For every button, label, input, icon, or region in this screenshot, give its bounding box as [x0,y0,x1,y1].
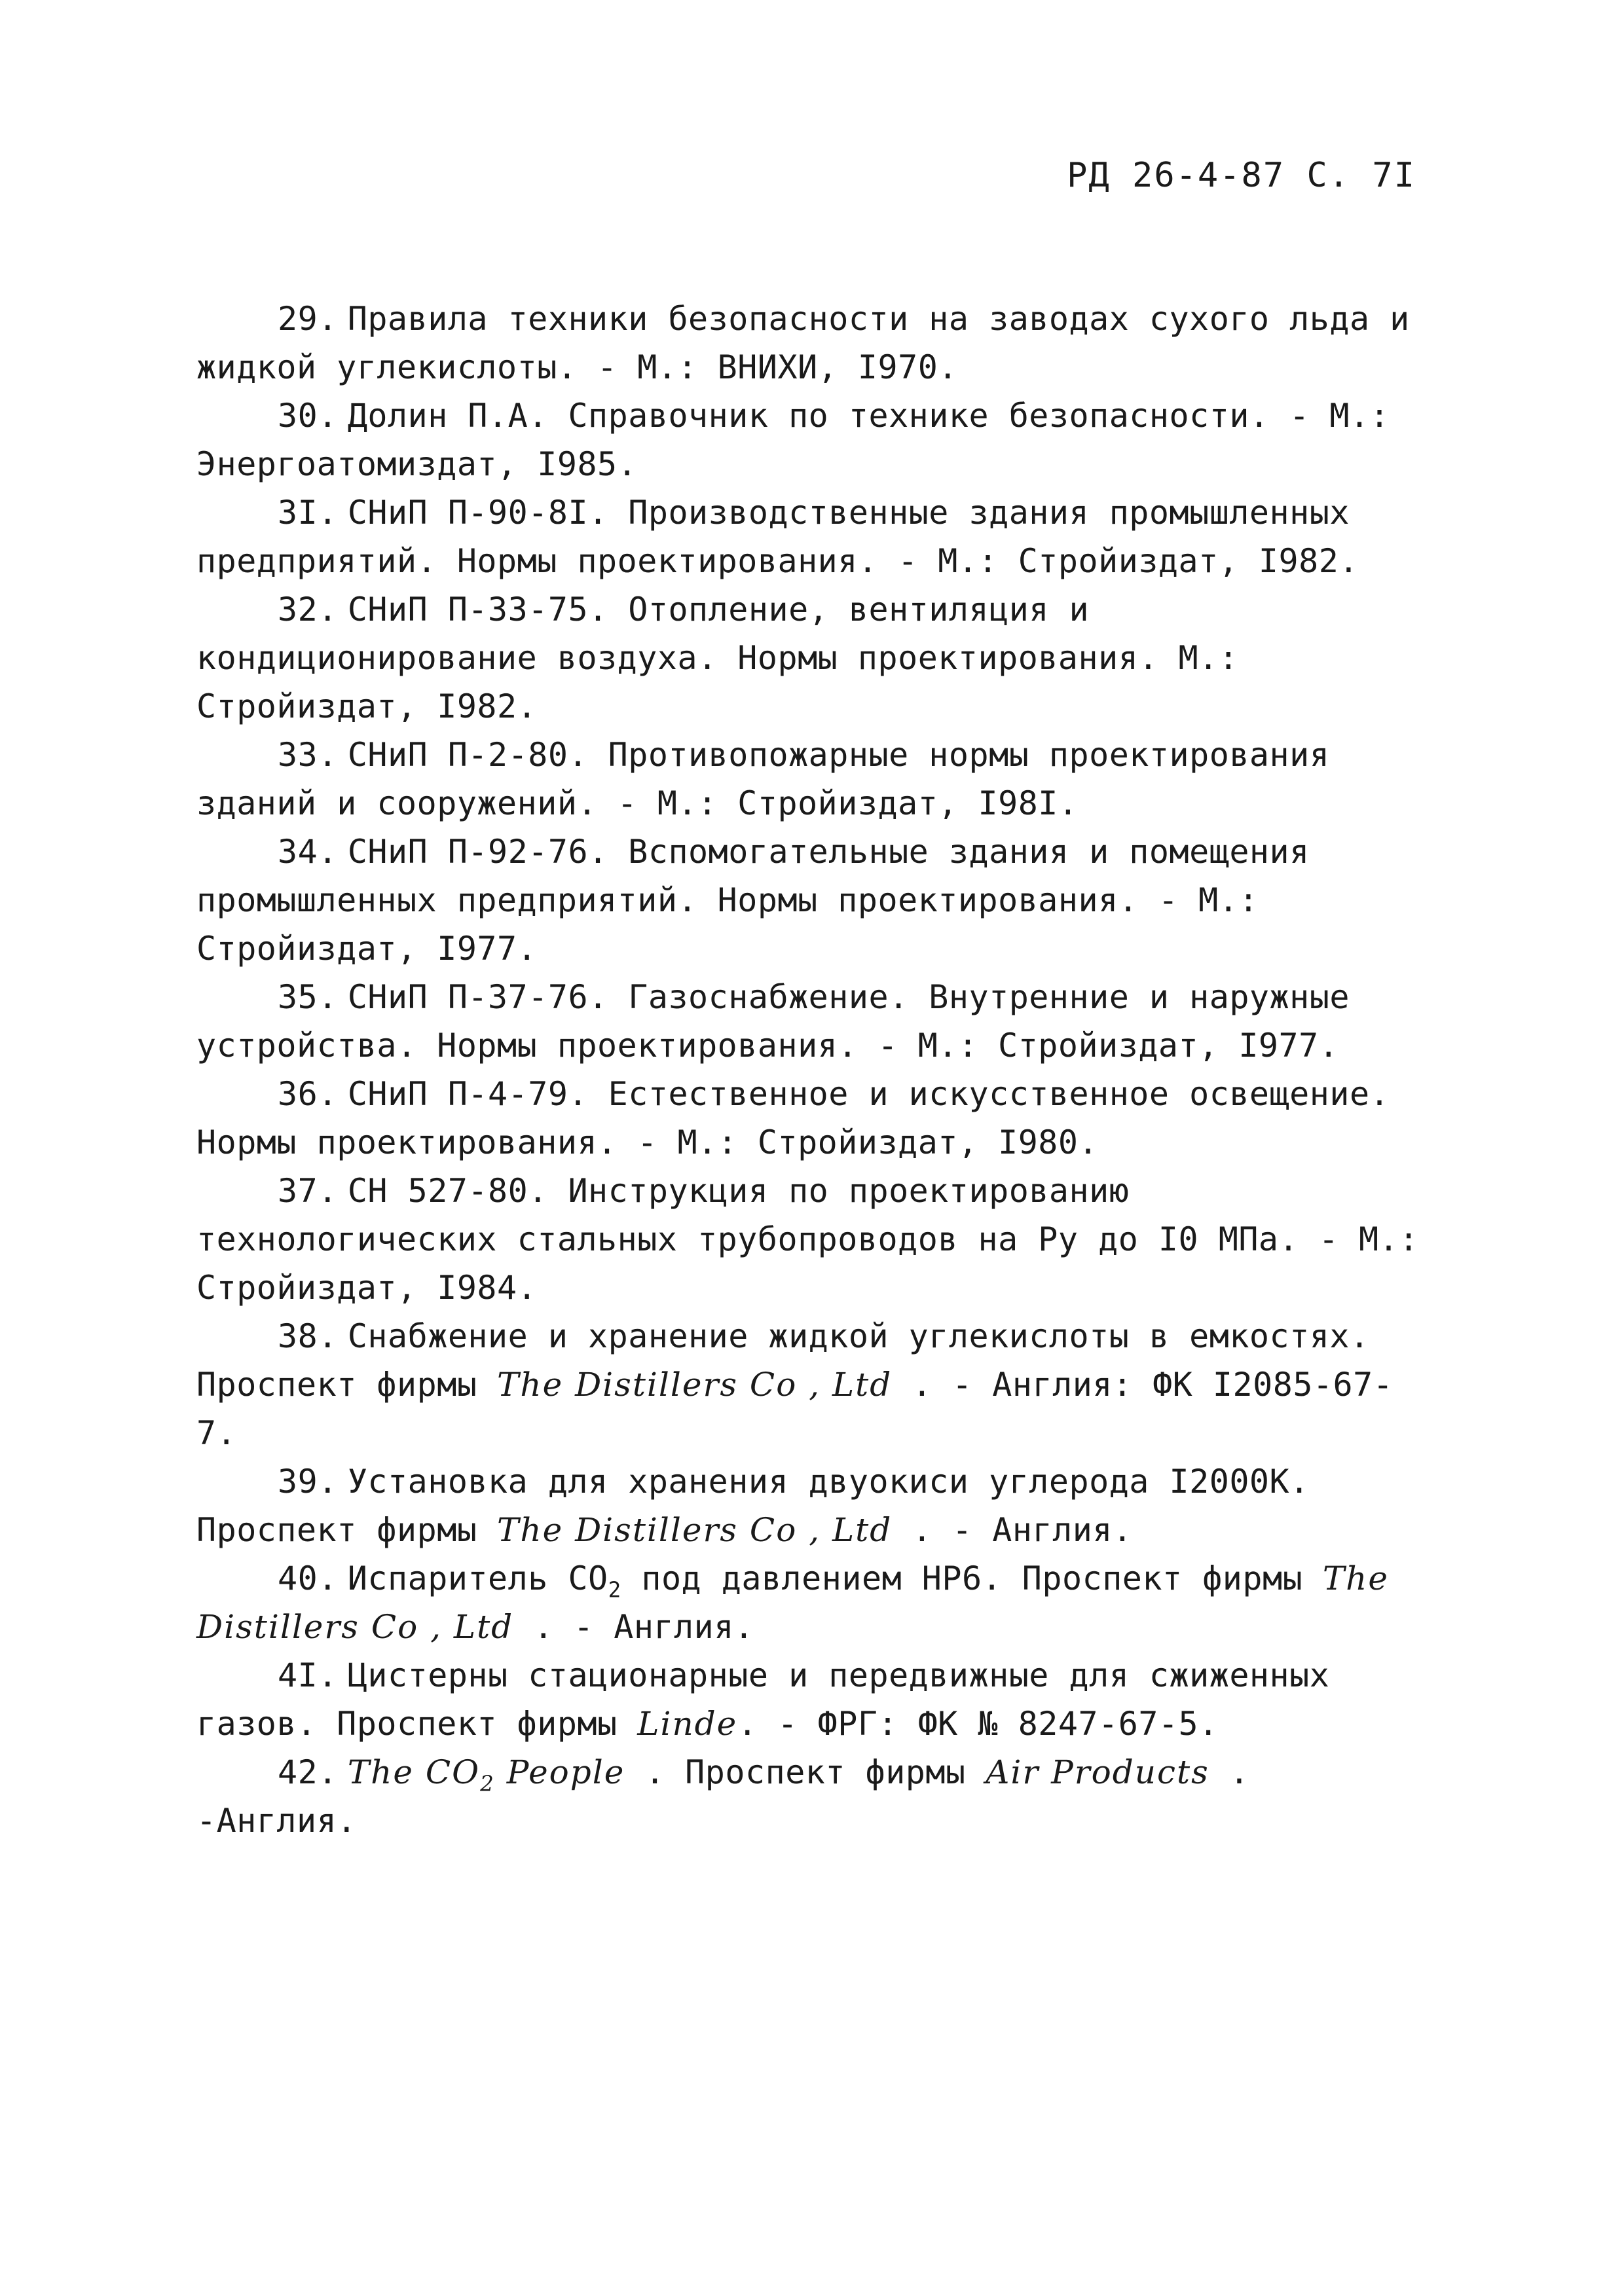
handwritten-company-name: The Distillers Co , Ltd [196,1559,1389,1646]
reference-item-33: 33. СНиП П-2-80. Противопожарные нормы проектирования зданий и сооружений. - М.: Стройиздат, I98I. [196,736,1330,822]
handwritten-company-name: Air Products [986,1753,1209,1791]
reference-list [196,295,1428,1845]
reference-item-38: 38. Снабжение и хранение жидкой углекислоты в емкостях. Проспект фирмы The Distillers Co , Ltd . - Англия: ФК I2085-67-7. [196,1317,1393,1452]
reference-item-29: 29. Правила техники безопасности на заводах сухого льда и жидкой углекислоты. - М.: ВНИХИ, I970. [196,300,1410,386]
reference-item-40: 40. Испаритель $СО_2$ под давлением НР6. Проспект фирмы The Distillers Co , Ltd . - Англия. [196,1559,1389,1646]
reference-item-42: 42. The $CO_2$ People . Проспект фирмы Air Products . -Англия. [196,1753,1249,1840]
handwritten-company-name: The Distillers Co , Ltd [497,1511,893,1549]
reference-item-30: 30. Долин П.А. Справочник по технике безопасности. - М.: Энергоатомиздат, I985. [196,397,1390,483]
subscript-2: 2 [608,1577,621,1603]
page-header: РД 26-4-87 С. 7I [1067,156,1416,195]
reference-item-35: 35. СНиП П-37-76. Газоснабжение. Внутренние и наружные устройства. Нормы проектирования. - М.: Стройиздат, I977. [196,978,1350,1065]
reference-item-32: 32. СНиП П-33-75. Отопление, вентиляция и кондиционирование воздуха. Нормы проектирования. М.: Стройиздат, I982. [196,591,1239,725]
reference-item-34: 34. СНиП П-92-76. Вспомогательные здания и помещения промышленных предприятий. Нормы проектирования. - М.: Стройиздат, I977. [196,833,1310,968]
handwritten-title: People [494,1753,625,1791]
reference-item-36: 36. СНиП П-4-79. Естественное и искусственное освещение. Нормы проектирования. - М.: Стройиздат, I980. [196,1075,1390,1161]
reference-item-37: 37. СН 527-80. Инструкция по проектированию технологических стальных трубопроводов на Ру до I0 МПа. - М.: Стройиздат, I984. [196,1172,1419,1307]
reference-item-39: 39. Установка для хранения двуокиси углерода I2000К. Проспект фирмы The Distillers Co , Ltd . - Англия. [196,1463,1310,1549]
reference-item-31: 3I. СНиП П-90-8I. Производственные здания промышленных предприятий. Нормы проектирования. - М.: Стройиздат, I982. [196,494,1359,580]
handwritten-title: The CO [347,1753,481,1791]
handwritten-company-name: Linde [637,1705,738,1743]
handwritten-company-name: The Distillers Co , Ltd [497,1366,893,1404]
reference-item-41: 4I. Цистерны стационарные и передвижные для сжиженных газов. Проспект фирмы Linde. - ФРГ: ФК № 8247-67-5. [196,1656,1330,1743]
subscript-2: 2 [480,1771,495,1796]
